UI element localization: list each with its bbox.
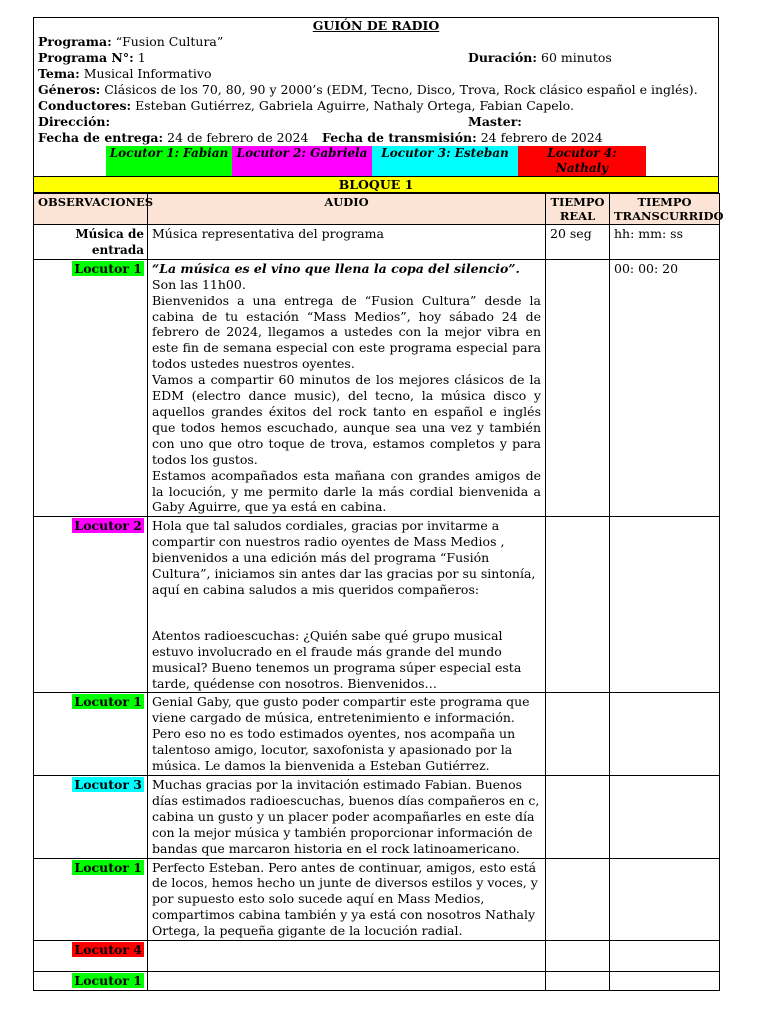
row-transcurrido: 00: 00: 20 bbox=[610, 259, 720, 517]
col-tiempo-transcurrido: TIEMPO TRANSCURRIDO bbox=[610, 194, 720, 225]
table-header-row bbox=[34, 194, 720, 225]
locutor-4-legend: Locutor 4: Nathaly bbox=[518, 146, 646, 176]
row-obs: Música de entrada bbox=[34, 225, 148, 260]
table-row bbox=[34, 858, 720, 941]
row-audio: Hola que tal saludos cordiales, gracias por invitarme a compartir con nuestros radio oyentes de Mass Medios , bienvenidos a una edición más del programa “Fusión Cultura”, iniciamos sin antes dar las gracias por su sintonía, aquí en cabina saludos a mis queridos compañeros: Atentos radioescuchas: ¿Quién sabe qué grupo musical estuvo involucrado en el fraude más grande del mundo musical? Bueno tenemos un programa súper especial esta tarde, quédense con nosotros. Bienvenidos… bbox=[148, 517, 546, 693]
locutores-legend bbox=[33, 146, 719, 176]
row-audio: Música representativa del programa bbox=[148, 225, 546, 260]
row-obs bbox=[34, 776, 148, 859]
row-obs bbox=[34, 972, 148, 991]
tema-row: Tema: Musical Informativo bbox=[38, 66, 212, 81]
table-row bbox=[34, 941, 720, 972]
locutor-tag: Locutor 1 bbox=[74, 859, 142, 875]
conductores-row: Conductores: Esteban Gutiérrez, Gabriela Aguirre, Nathaly Ortega, Fabian Capelo. bbox=[38, 98, 574, 113]
row-tiempo-real: 20 seg bbox=[546, 225, 610, 260]
row-audio bbox=[148, 972, 546, 991]
row-obs bbox=[34, 941, 148, 972]
table-row bbox=[34, 693, 720, 776]
col-audio: AUDIO bbox=[148, 194, 546, 225]
locutor-2-legend: Locutor 2: Gabriela bbox=[232, 146, 372, 176]
locutor-tag: Locutor 1 bbox=[74, 260, 142, 276]
row-audio: Genial Gaby, que gusto poder compartir este programa que viene cargado de música, entretenimiento e información. Pero eso no es todo estimados oyentes, nos acompaña un talentoso amigo, locutor, saxofonista y apasionado por la música. Le damos la bienvenida a Esteban Gutiérrez. bbox=[148, 693, 546, 776]
radio-script-sheet bbox=[33, 17, 724, 991]
page-title: GUIÓN DE RADIO bbox=[312, 18, 440, 33]
numero-duracion-row: Programa N°: 1 Duración: 60 minutos bbox=[38, 50, 612, 65]
script-table bbox=[33, 193, 724, 991]
fechas-row: Fecha de entrega: 24 de febrero de 2024 Fecha de transmisión: 24 febrero de 2024 bbox=[38, 130, 603, 145]
row-tiempo-real bbox=[546, 259, 610, 517]
locutor-tag: Locutor 2 bbox=[74, 518, 142, 534]
direccion-master-row: Dirección: Master: bbox=[38, 114, 522, 129]
programa-row: Programa: “Fusion Cultura” bbox=[38, 34, 224, 49]
row-audio: “La música es el vino que llena la copa del silencio”. Son las 11h00. Bienvenidos a una entrega de “Fusion Cultura” desde la cabina de tu estación “Mass Medios”, hoy sábado 24 de febrero de 2024, llegamos a ustedes con la mejor vibra en este fin de semana especial con este programa especial para todos ustedes nuestros oyentes. Vamos a compartir 60 minutos de los mejores clásicos de la EDM (electro dance music), del tecno, la música disco y aquellos grandes éxitos del rock tanto en español e inglés que todos hemos escuchado, aunque sea una vez y también con uno que otro toque de trova, estamos completos y para todos los gustos. Estamos acompañados esta mañana con grandes amigos de la locución, y me permito darle la más cordial bienvenida a Gaby Aguirre, que ya está en cabina. bbox=[148, 259, 546, 517]
col-observaciones: OBSERVACIONES bbox=[34, 194, 148, 225]
locutor-tag: Locutor 3 bbox=[74, 777, 142, 792]
bloque-title: BLOQUE 1 bbox=[33, 176, 719, 193]
row-audio bbox=[148, 941, 546, 972]
locutor-3-legend: Locutor 3: Esteban bbox=[372, 146, 518, 176]
generos-row: Géneros: Clásicos de los 70, 80, 90 y 2000’s (EDM, Tecno, Disco, Trova, Rock clásico español e inglés). bbox=[38, 82, 698, 97]
table-row bbox=[34, 225, 720, 260]
row-audio: Muchas gracias por la invitación estimado Fabian. Buenos días estimados radioescuchas, buenos días compañeros en c, cabina un gusto y un placer poder acompañarles en este día con la mejor música y también proporcionar información de bandas que marcaron historia en el rock latinoamericano. bbox=[148, 776, 546, 859]
locutor-tag: Locutor 1 bbox=[74, 973, 142, 989]
row-obs bbox=[34, 858, 148, 941]
locutor-tag: Locutor 4 bbox=[74, 942, 142, 958]
script-header bbox=[33, 17, 719, 146]
table-row bbox=[34, 517, 720, 693]
table-row bbox=[34, 776, 720, 859]
row-obs bbox=[34, 517, 148, 693]
duracion: Duración: 60 minutos bbox=[468, 50, 612, 65]
locutor-1-legend: Locutor 1: Fabian bbox=[106, 146, 232, 176]
row-transcurrido: hh: mm: ss bbox=[610, 225, 720, 260]
row-obs bbox=[34, 259, 148, 517]
col-tiempo-real: TIEMPO REAL bbox=[546, 194, 610, 225]
transmision: Fecha de transmisión: 24 febrero de 2024 bbox=[322, 130, 603, 145]
row-audio: Perfecto Esteban. Pero antes de continuar, amigos, esto está de locos, hemos hecho un junte de diversos estilos y voces, y por supuesto esto solo sucede aquí en Mass Medios, compartimos cabina también y ya está con nosotros Nathaly Ortega, la pequeña gigante de la locución radial. bbox=[148, 858, 546, 941]
locutor-tag: Locutor 1 bbox=[74, 694, 142, 710]
table-row bbox=[34, 972, 720, 991]
row-obs bbox=[34, 693, 148, 776]
table-row bbox=[34, 259, 720, 517]
